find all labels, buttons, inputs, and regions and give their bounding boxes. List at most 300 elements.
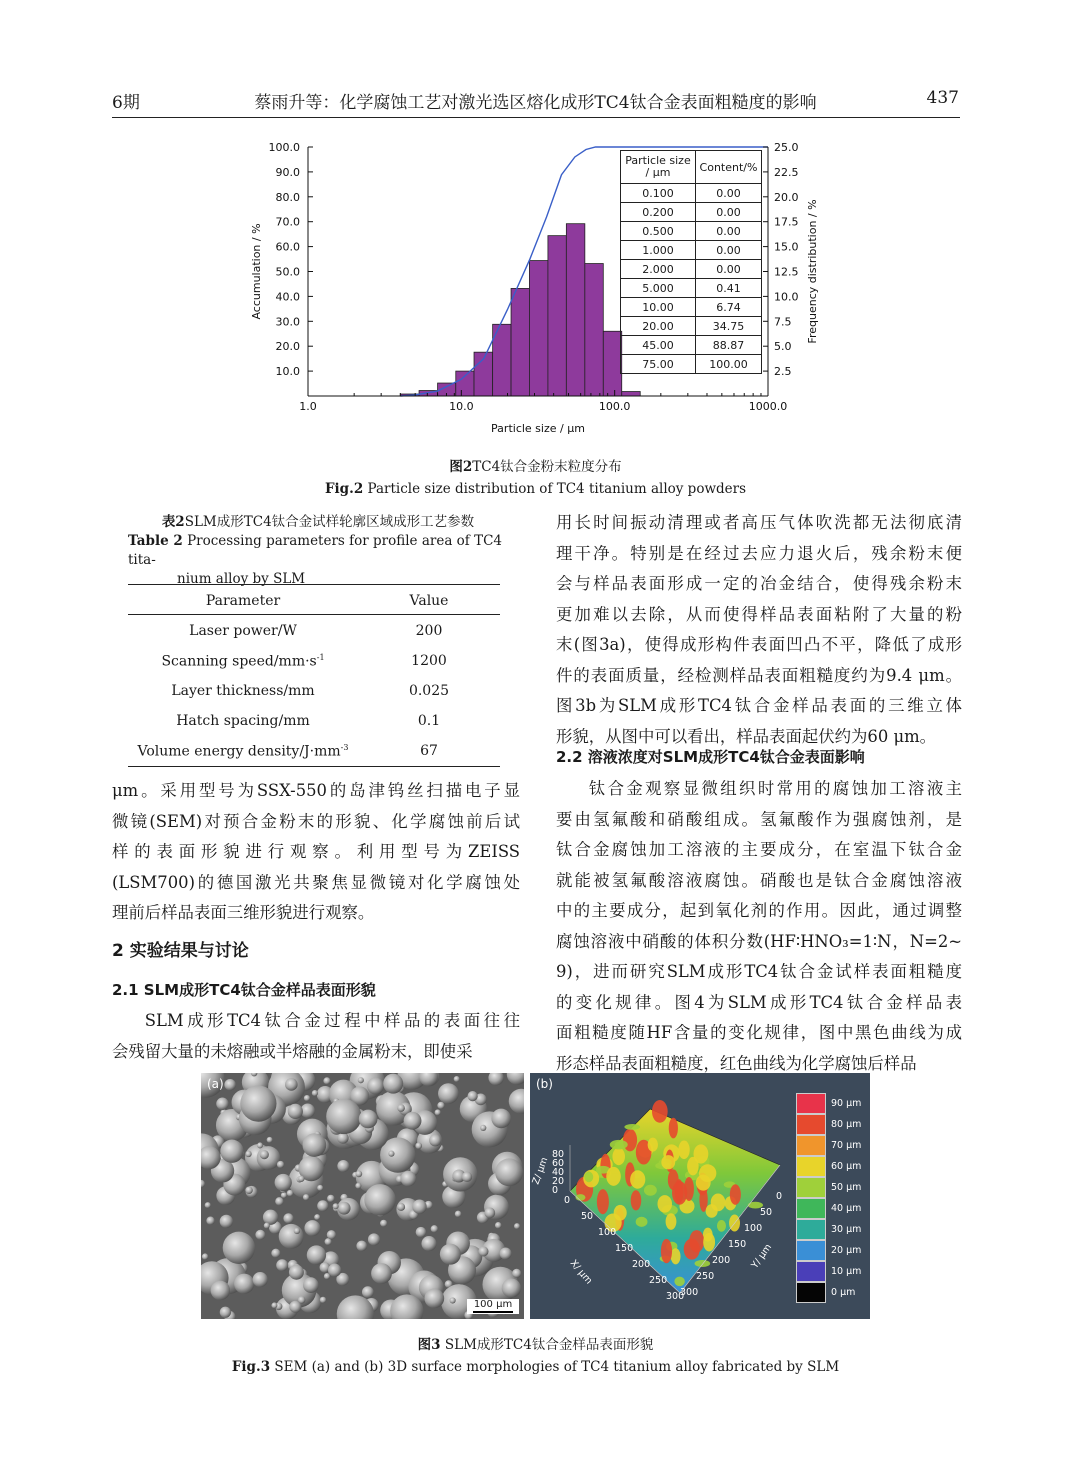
- powder-particle: [312, 1090, 318, 1096]
- powder-particle: [317, 1185, 323, 1191]
- inset-content-cell: 0.00: [695, 184, 761, 203]
- text-line: 会与样品表面形成一定的冶金结合，使得残余粉末: [556, 574, 962, 593]
- surface-peak: [631, 1190, 642, 1210]
- powder-particle: [298, 1176, 304, 1182]
- y-left-tick-label: 60.0: [275, 240, 300, 254]
- legend-swatch: [796, 1198, 826, 1219]
- text-line: 钛合金观察显微组织时常用的腐蚀加工溶液主: [588, 779, 962, 798]
- surface-peak: [597, 1189, 609, 1214]
- powder-particle: [495, 1158, 523, 1186]
- surface-peak: [672, 1181, 687, 1205]
- y-right-tick-label: 10.0: [774, 290, 799, 304]
- powder-particle: [234, 1274, 254, 1294]
- table2-value-cell: 67: [420, 743, 438, 759]
- powder-particle: [303, 1277, 319, 1293]
- table2-title: [112, 513, 524, 589]
- inset-row: [621, 317, 762, 336]
- powder-particle: [205, 1202, 211, 1208]
- y-tick-label: 250: [696, 1271, 715, 1282]
- powder-particle: [323, 1077, 330, 1084]
- powder-particle: [500, 1247, 512, 1259]
- powder-particle: [216, 1098, 228, 1110]
- surface-peak: [610, 1140, 628, 1150]
- powder-particle: [416, 1227, 427, 1238]
- section-2-1-heading: 2.1 SLM成形TC4钛合金样品表面形貌: [112, 981, 376, 999]
- surface-peak: [706, 1204, 718, 1218]
- legend-label: 30 μm: [831, 1224, 862, 1235]
- powder-particle: [468, 1091, 478, 1101]
- inset-row: [621, 222, 762, 241]
- x-tick-label: 300: [666, 1291, 685, 1302]
- legend-label: 80 μm: [831, 1119, 862, 1130]
- surface-peak: [624, 1124, 640, 1130]
- text-line: 件的表面质量，经检测样品表面粗糙度约为9.4 μm。: [556, 665, 962, 685]
- powder-particle: [507, 1073, 524, 1085]
- legend-item: [796, 1261, 864, 1282]
- table2-value-cell: 1200: [411, 653, 447, 669]
- powder-particle: [431, 1225, 438, 1232]
- histogram-bar: [622, 392, 640, 396]
- powder-particle: [478, 1246, 488, 1256]
- powder-particle: [314, 1214, 320, 1220]
- inset-content-cell: 34.75: [695, 317, 761, 336]
- inset-row: [621, 203, 762, 222]
- legend-swatch: [796, 1282, 826, 1303]
- y-right-tick-label: 5.0: [774, 340, 792, 354]
- powder-particle: [202, 1253, 208, 1259]
- powder-particle: [450, 1297, 456, 1303]
- powder-particle: [502, 1278, 521, 1297]
- surface-peak: [614, 1205, 627, 1221]
- powder-particle: [368, 1233, 380, 1245]
- x-tick-label: 50: [581, 1211, 594, 1222]
- powder-particle: [328, 1264, 341, 1277]
- powder-particle: [285, 1078, 298, 1091]
- powder-particle: [223, 1232, 255, 1264]
- powder-particle: [279, 1224, 304, 1249]
- powder-particle: [220, 1307, 231, 1318]
- powder-particle: [220, 1140, 243, 1163]
- inset-row: [621, 298, 762, 317]
- legend-label: 40 μm: [831, 1203, 862, 1214]
- powder-particle: [304, 1095, 310, 1101]
- y-left-tick-label: 80.0: [275, 190, 300, 204]
- histogram-bar: [585, 264, 603, 396]
- text-line: 的变化规律。图4为SLM成形TC4钛合金样品表: [556, 992, 962, 1012]
- x-tick-label: 100.0: [598, 400, 631, 413]
- powder-particle: [424, 1288, 444, 1308]
- powder-particle: [512, 1269, 521, 1278]
- powder-particle: [488, 1073, 503, 1085]
- table2-value-cell: 0.025: [408, 683, 450, 699]
- inset-content-cell: 0.00: [695, 260, 761, 279]
- powder-particle: [257, 1142, 263, 1148]
- fig3-caption-en: Fig.3 SEM (a) and (b) 3D surface morphologies of TC4 titanium alloy fabricated by SLM: [231, 1359, 840, 1375]
- x-tick-label: 1000.0: [748, 400, 788, 413]
- powder-particle: [491, 1109, 511, 1129]
- surface-peak: [644, 1185, 657, 1196]
- powder-particle: [454, 1076, 460, 1082]
- powder-particle: [484, 1207, 495, 1218]
- powder-particle: [367, 1077, 384, 1094]
- inset-row: [621, 355, 762, 374]
- powder-particle: [380, 1220, 387, 1227]
- y-axis-label: Y/ μm: [749, 1242, 775, 1271]
- powder-particle: [429, 1134, 441, 1146]
- powder-particle: [257, 1146, 281, 1170]
- legend-item: [796, 1093, 864, 1114]
- x-axis-label: Particle size / μm: [491, 422, 585, 435]
- inset-content-cell: 88.87: [695, 336, 761, 355]
- z-tick-label: 60: [552, 1158, 565, 1169]
- z-tick-label: 0: [552, 1185, 559, 1196]
- y-left-axis-label: Accumulation / %: [250, 223, 263, 320]
- table2-param-cell: [128, 706, 358, 736]
- powder-particle: [303, 1133, 327, 1157]
- inset-content-cell: 0.00: [695, 203, 761, 222]
- y-right-tick-label: 7.5: [774, 315, 792, 329]
- left-para2: [112, 1006, 520, 1067]
- fig2-inset-table: [620, 150, 762, 374]
- x-tick-label: 0: [564, 1195, 571, 1206]
- histogram-bar: [529, 261, 547, 396]
- param-exponent: -3: [340, 742, 349, 752]
- surface-peak: [657, 1195, 672, 1213]
- surface-peak: [636, 1217, 648, 1227]
- y-right-tick-label: 2.5: [774, 365, 792, 379]
- y-tick-label: 300: [680, 1287, 699, 1298]
- powder-particle: [303, 1194, 309, 1200]
- powder-particle: [338, 1202, 351, 1215]
- surface-peak: [661, 1239, 672, 1263]
- header-rule: [112, 117, 960, 118]
- color-legend: [796, 1093, 864, 1303]
- table2-header-row: [128, 586, 500, 616]
- histogram-bar: [456, 371, 474, 396]
- inset-row: [621, 279, 762, 298]
- inset-row: [621, 260, 762, 279]
- powder-particle: [220, 1215, 233, 1228]
- surface-peak: [648, 1138, 658, 1152]
- table2-title-en: Table 2 Processing parameters for profile area of TC4 tita-: [128, 533, 503, 568]
- inset-size-cell: 2.000: [621, 260, 696, 279]
- powder-particle: [224, 1079, 236, 1091]
- inset-content-cell: 0.41: [695, 279, 761, 298]
- legend-item: [796, 1282, 864, 1303]
- y-right-axis-label: Frequency distribution / %: [806, 199, 819, 344]
- legend-swatch: [796, 1240, 826, 1261]
- x-tick-label: 100: [598, 1227, 617, 1238]
- section-2-2-heading: 2.2 溶液浓度对SLM成形TC4钛合金表面影响: [556, 748, 865, 766]
- text-line: SLM成形TC4钛合金过程中样品的表面往往: [144, 1011, 520, 1030]
- legend-item: [796, 1156, 864, 1177]
- powder-particle: [462, 1172, 472, 1182]
- powder-particle: [327, 1195, 335, 1203]
- powder-particle: [509, 1089, 524, 1114]
- table2-row: [128, 676, 500, 706]
- powder-particle: [514, 1223, 520, 1229]
- inset-content-cell: 6.74: [695, 298, 761, 317]
- powder-particle: [362, 1286, 374, 1298]
- powder-particle: [412, 1200, 426, 1214]
- surface-peak: [699, 1164, 716, 1182]
- y-left-tick-label: 10.0: [275, 365, 300, 379]
- powder-particle: [240, 1085, 276, 1121]
- table2-title-en-line2: nium alloy by SLM: [177, 571, 306, 587]
- powder-particle: [435, 1109, 441, 1115]
- text-line: 形貌，从图中可以看出，样品表面起伏约为60 μm。: [556, 726, 937, 746]
- sem-particles: [201, 1073, 524, 1319]
- inset-size-cell: 0.500: [621, 222, 696, 241]
- powder-particle: [383, 1074, 403, 1094]
- inset-size-cell: 0.100: [621, 184, 696, 203]
- inset-row: [621, 336, 762, 355]
- text-line: 9)，进而研究SLM成形TC4钛合金试样表面粗糙度: [556, 962, 962, 981]
- powder-particle: [304, 1220, 320, 1236]
- powder-particle: [333, 1203, 339, 1209]
- powder-particle: [495, 1222, 502, 1229]
- powder-particle: [211, 1281, 230, 1300]
- scale-bar-line: [473, 1311, 513, 1313]
- y-right-tick-label: 15.0: [774, 240, 799, 254]
- powder-particle: [397, 1203, 405, 1211]
- powder-particle: [245, 1187, 253, 1195]
- surface-peak: [730, 1184, 741, 1205]
- powder-particle: [440, 1244, 461, 1265]
- fig3a-sem-image: [201, 1073, 524, 1319]
- powder-particle: [307, 1245, 326, 1264]
- legend-item: [796, 1177, 864, 1198]
- param-text: Layer thickness/mm: [171, 683, 315, 699]
- table2-bottom-rule: [128, 766, 500, 767]
- table2-top-rule: [128, 584, 500, 585]
- powder-particle: [263, 1210, 278, 1225]
- surface-peak: [606, 1167, 621, 1186]
- powder-particle: [289, 1265, 304, 1280]
- legend-label: 10 μm: [831, 1266, 862, 1277]
- y-left-tick-label: 50.0: [275, 265, 300, 279]
- y-right-tick-label: 22.5: [774, 165, 799, 179]
- text-line: 中的主要成分，起到氧化剂的作用。因此，通过调整: [556, 901, 962, 920]
- legend-label: 70 μm: [831, 1140, 862, 1151]
- y-left-tick-label: 40.0: [275, 290, 300, 304]
- inset-content-cell: 100.00: [695, 355, 761, 374]
- table2-row: [128, 646, 500, 676]
- text-line: 理前后样品表面三维形貌进行观察。: [112, 903, 375, 922]
- powder-particle: [415, 1142, 422, 1149]
- y-right-tick-label: 25.0: [774, 141, 799, 154]
- text-line: μm。采用型号为SSX-550的岛津钨丝扫描电子显: [112, 781, 520, 800]
- inset-header-content: Content/%: [695, 151, 761, 184]
- inset-size-cell: 45.00: [621, 336, 696, 355]
- legend-swatch: [796, 1219, 826, 1240]
- inset-size-cell: 20.00: [621, 317, 696, 336]
- legend-item: [796, 1219, 864, 1240]
- y-right-tick-label: 17.5: [774, 215, 799, 229]
- legend-label: 60 μm: [831, 1161, 862, 1172]
- powder-particle: [400, 1171, 416, 1187]
- legend-swatch: [796, 1114, 826, 1135]
- inset-content-cell: 0.00: [695, 241, 761, 260]
- text-line: 钛合金腐蚀加工溶液的主要成分，在室温下钛合金: [556, 840, 962, 859]
- histogram-bar: [511, 288, 529, 396]
- text-line: 理干净。特别是在经过去应力退火后，残余粉末便: [556, 543, 962, 563]
- text-line: 形态样品表面粗糙度，红色曲线为化学腐蚀后样品: [556, 1053, 917, 1073]
- x-tick-label: 10.0: [449, 400, 474, 413]
- histogram-bar: [566, 224, 585, 396]
- fig2-caption-en: Fig.2 Particle size distribution of TC4 titanium alloy powders: [324, 481, 747, 497]
- text-line: 用长时间振动清理或者高压气体吹洗都无法彻底清: [556, 513, 962, 532]
- histogram-bar: [603, 331, 621, 396]
- table2-row: [128, 706, 500, 736]
- powder-particle: [245, 1151, 251, 1157]
- right-para2-wrap: [556, 774, 962, 1079]
- text-line: 要由氢氟酸和硝酸组成。氢氟酸作为强腐蚀剂，是: [556, 809, 962, 829]
- powder-particle: [260, 1150, 269, 1159]
- y-tick-label: 100: [744, 1223, 763, 1234]
- scale-bar-label: 100 μm: [473, 1299, 513, 1310]
- y-tick-label: 50: [760, 1207, 773, 1218]
- param-text: Scanning speed/mm·s: [161, 653, 317, 670]
- y-left-tick-label: 100.0: [268, 141, 300, 154]
- param-text: Volume energy density/J·mm: [137, 743, 341, 760]
- powder-particle: [480, 1125, 486, 1131]
- surface-peak: [666, 1213, 677, 1230]
- left-para1: [112, 776, 520, 929]
- fig3b-3d-image: [530, 1073, 870, 1319]
- x-tick-label: 200: [632, 1259, 651, 1270]
- y-left-tick-label: 20.0: [275, 340, 300, 354]
- powder-particle: [276, 1259, 288, 1271]
- surface-peak: [674, 1277, 684, 1287]
- powder-particle: [264, 1223, 270, 1229]
- powder-particle: [388, 1151, 394, 1157]
- surface-peak: [717, 1220, 726, 1232]
- powder-particle: [359, 1110, 378, 1129]
- right-col: [556, 508, 962, 752]
- surface-peak: [652, 1100, 668, 1123]
- powder-particle: [271, 1249, 280, 1258]
- param-text: Laser power/W: [189, 623, 297, 639]
- text-line: 更加难以去除，从而使得样品表面粘附了大量的粉: [556, 604, 962, 624]
- surface-peak: [630, 1170, 645, 1188]
- powder-particle: [356, 1171, 363, 1178]
- surface-peak: [687, 1157, 699, 1175]
- powder-particle: [289, 1301, 301, 1313]
- surface-peak: [695, 1260, 711, 1267]
- x-tick-label: 150: [615, 1243, 634, 1254]
- powder-particle: [287, 1190, 294, 1197]
- powder-particle: [355, 1183, 361, 1189]
- fig3a-label: (a): [207, 1077, 224, 1091]
- powder-particle: [421, 1236, 436, 1251]
- table2-param-cell: [128, 736, 358, 766]
- text-line: (LSM700)的德国激光共聚焦显微镜对化学腐蚀处: [112, 872, 520, 892]
- legend-label: 90 μm: [831, 1098, 862, 1109]
- fig2-caption-cn: 图2TC4钛合金粉末粒度分布: [449, 459, 622, 475]
- legend-label: 50 μm: [831, 1182, 862, 1193]
- text-line: 微镜(SEM)对预合金粉末的形貌、化学腐蚀前后试: [112, 811, 520, 831]
- powder-particle: [358, 1077, 364, 1083]
- z-tick-label: 40: [552, 1167, 565, 1178]
- powder-particle: [317, 1200, 328, 1211]
- powder-particle: [288, 1104, 303, 1119]
- text-line: 样的表面形貌进行观察。利用型号为ZEISS: [112, 842, 520, 861]
- powder-particle: [283, 1213, 293, 1223]
- powder-particle: [201, 1180, 205, 1188]
- powder-particle: [253, 1272, 268, 1287]
- powder-particle: [437, 1102, 444, 1109]
- legend-swatch: [796, 1156, 826, 1177]
- x-tick-label: 250: [649, 1275, 668, 1286]
- text-line: 腐蚀溶液中硝酸的体积分数(HF∶HNO₃=1∶N，N=2~: [556, 931, 962, 951]
- left-col: [112, 776, 520, 929]
- surface-peak: [584, 1172, 593, 1183]
- powder-particle: [404, 1112, 422, 1130]
- table2-value-cell: 0.1: [417, 713, 441, 729]
- running-title: 蔡雨升等：化学腐蚀工艺对激光选区熔化成形TC4钛合金表面粗糙度的影响: [254, 93, 817, 113]
- issue-number: 6期: [112, 93, 140, 113]
- powder-particle: [277, 1161, 284, 1168]
- powder-particle: [438, 1083, 459, 1104]
- table2-title-cn: 表2SLM成形TC4钛合金试样轮廓区域成形工艺参数: [161, 514, 475, 530]
- powder-particle: [326, 1099, 361, 1134]
- text-line: 会残留大量的未熔融或半熔融的金属粉末，即使采: [112, 1041, 473, 1061]
- legend-label: 20 μm: [831, 1245, 862, 1256]
- y-right-tick-label: 20.0: [774, 190, 799, 204]
- surface-peak: [669, 1118, 678, 1139]
- table2-row: [128, 616, 500, 646]
- y-left-tick-label: 90.0: [275, 165, 300, 179]
- powder-particle: [320, 1297, 326, 1303]
- fig3b-label: (b): [536, 1077, 553, 1091]
- scale-bar-box: [467, 1299, 519, 1314]
- powder-particle: [455, 1211, 462, 1218]
- inset-size-cell: 10.00: [621, 298, 696, 317]
- powder-particle: [327, 1230, 336, 1239]
- legend-swatch: [796, 1177, 826, 1198]
- legend-item: [796, 1198, 864, 1219]
- histogram-bar: [548, 236, 566, 396]
- text-line: 末(图3a)，使得成形构件表面凹凸不平，降低了成形: [556, 635, 962, 654]
- powder-particle: [364, 1184, 395, 1215]
- surface-peak: [689, 1230, 704, 1252]
- text-line: 图3b为SLM成形TC4钛合金样品表面的三维立体: [556, 696, 962, 715]
- y-left-tick-label: 70.0: [275, 215, 300, 229]
- table2-value-cell: 200: [415, 623, 443, 639]
- z-axis-label: Z/ μm: [530, 1155, 551, 1187]
- powder-particle: [255, 1230, 265, 1240]
- surface-peak: [671, 1248, 681, 1264]
- inset-size-cell: 0.200: [621, 203, 696, 222]
- legend-item: [796, 1240, 864, 1261]
- legend-swatch: [796, 1261, 826, 1282]
- legend-item: [796, 1114, 864, 1135]
- powder-particle: [371, 1263, 392, 1284]
- z-tick-label: 80: [552, 1149, 565, 1160]
- table2-row: [128, 736, 500, 766]
- x-tick-label: 1.0: [299, 400, 317, 413]
- powder-particle: [271, 1302, 277, 1308]
- table2-param-cell: [128, 676, 358, 706]
- param-exponent: -1: [316, 652, 325, 662]
- surface-peak: [612, 1148, 625, 1165]
- inset-row: [621, 241, 762, 260]
- legend-swatch: [796, 1135, 826, 1156]
- table2-col-value: Value: [409, 593, 449, 609]
- surface-peak: [703, 1233, 715, 1252]
- surface-peak: [661, 1155, 675, 1169]
